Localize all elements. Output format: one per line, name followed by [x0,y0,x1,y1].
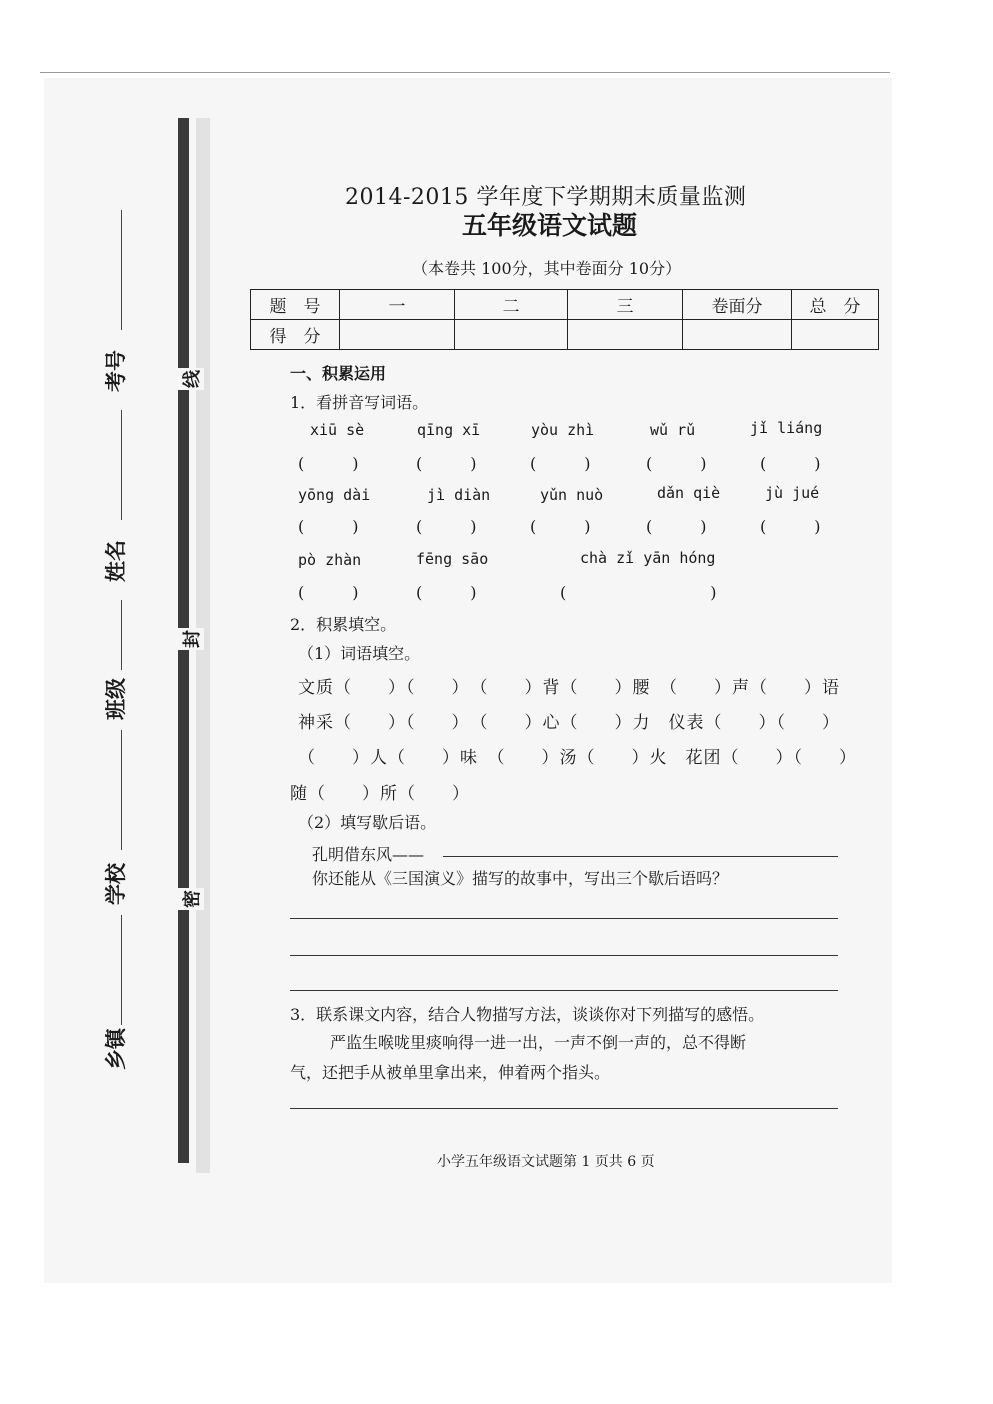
school-label: 学校 [104,863,128,905]
pinyin-item: yòu zhì [531,421,595,439]
xiehouyu-question: 你还能从《三国演义》描写的故事中，写出三个歇后语吗？ [312,869,729,888]
table-cell: 卷面分 [683,290,792,320]
answer-blank[interactable]: ( ) [760,517,821,536]
exam-no-line [121,210,122,330]
fill-row[interactable]: 文质（ ）（ ） （ ）背（ ）腰 （ ）声（ ）语 [298,678,840,698]
answer-blank[interactable]: ( ) [298,454,359,473]
passage-line: 气，还把手从被单里拿出来，伸着两个指头。 [290,1063,611,1082]
class-label: 班级 [104,678,128,720]
town-label: 乡镇 [104,1028,128,1070]
seal-line-char: 线 [178,368,204,390]
pinyin-item: chà zǐ yān hóng [580,549,716,567]
answer-blank[interactable]: ( ) [298,517,359,536]
seal-seal-char: 封 [178,628,204,650]
score-cell[interactable] [340,320,455,350]
passage-line: 严监生喉咙里痰响得一进一出，一声不倒一声的，总不得断 [330,1033,747,1052]
page-footer: 小学五年级语文试题第 1 页共 6 页 [437,1154,655,1170]
answer-line[interactable] [290,955,838,956]
name-label: 姓名 [104,540,128,582]
pinyin-item: pò zhàn [298,551,362,569]
score-table [250,289,879,350]
answer-blank[interactable]: ( ) [416,454,477,473]
question-1: 1．看拼音写词语。 [290,393,429,412]
question-3: 3．联系课文内容，结合人物描写方法，谈谈你对下列描写的感悟。 [290,1005,765,1024]
answer-blank[interactable]: ( ) [760,454,821,473]
table-cell: 总 分 [792,290,879,320]
score-cell[interactable] [455,320,568,350]
fill-row[interactable]: 神采（ ）（ ） （ ）心（ ）力 仪表（ ）（ ） [298,713,840,733]
school-line [121,730,122,850]
pinyin-item: jǐ liáng [750,419,823,437]
exam-title: 2014-2015 学年度下学期期末质量监测 [345,185,747,210]
class-line [121,600,122,670]
answer-blank[interactable]: ( ) [530,517,591,536]
pinyin-item: fēng sāo [416,550,489,568]
answer-blank[interactable]: ( ) [646,454,707,473]
fill-row[interactable]: 随（ ）所（ ） [290,784,470,804]
section-heading: 一、积累运用 [290,364,387,383]
exam-note: （本卷共 100分，其中卷面分 10分） [412,259,682,278]
pinyin-item: yǔn nuò [540,486,604,504]
seal-secret-char: 密 [178,888,204,910]
score-table-score-row [251,320,879,350]
answer-line[interactable] [290,990,838,991]
answer-blank[interactable]: ( ) [416,583,477,602]
answer-line[interactable] [290,918,838,919]
xiehouyu-prompt: 孔明借东风—— [312,845,425,864]
question-2: 2．积累填空。 [290,615,397,634]
table-cell: 得 分 [251,320,340,350]
name-line [121,410,122,520]
question-2-2: （2）填写歇后语。 [298,813,437,832]
answer-blank[interactable]: ( ) [560,583,717,602]
table-cell: 题 号 [251,290,340,320]
exam-subtitle: 五年级语文试题 [462,211,638,240]
pinyin-item: wǔ rǔ [650,421,696,439]
table-cell: 一 [340,290,455,320]
answer-blank[interactable]: ( ) [416,517,477,536]
pinyin-item: yōng dài [298,486,371,504]
question-2-1: （1）词语填空。 [298,644,421,663]
answer-line[interactable] [443,856,838,857]
exam-no-label: 考号 [104,350,128,392]
table-cell: 二 [455,290,568,320]
town-line [121,915,122,1025]
fill-row[interactable]: （ ）人（ ）味 （ ）汤（ ）火 花团（ ）（ ） [298,748,857,768]
pinyin-item: jì diàn [427,486,491,504]
pinyin-item: dǎn qiè [657,484,721,502]
score-cell[interactable] [568,320,683,350]
table-cell: 三 [568,290,683,320]
answer-blank[interactable]: ( ) [646,517,707,536]
score-cell[interactable] [683,320,792,350]
pinyin-item: qīng xī [417,421,481,439]
score-table-header-row [251,290,879,320]
answer-blank[interactable]: ( ) [298,583,359,602]
pinyin-item: xiū sè [310,421,365,439]
answer-line[interactable] [290,1108,838,1109]
answer-blank[interactable]: ( ) [530,454,591,473]
top-rule [40,72,890,73]
score-cell[interactable] [792,320,879,350]
pinyin-item: jù jué [765,484,820,502]
